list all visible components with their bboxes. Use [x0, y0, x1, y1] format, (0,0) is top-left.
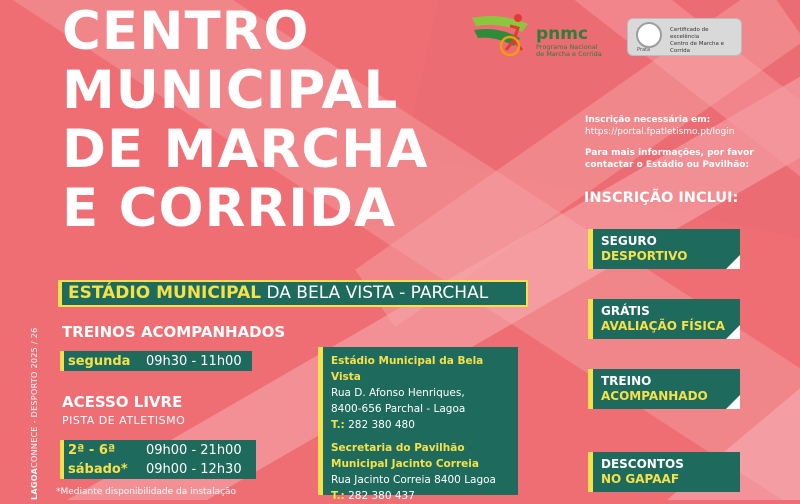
phone-label: T.:: [331, 419, 345, 431]
certification-badge: [627, 18, 742, 56]
contact-name: Secretaria do Pavilhão: [331, 442, 465, 454]
registration-link[interactable]: https://portal.fpatletismo.pt/login: [585, 127, 735, 137]
include-item-title: GRÁTIS: [601, 304, 650, 318]
include-item-detail: ACOMPANHADO: [601, 389, 708, 403]
side-credit-rest: CONNECE - DESPORTO 2025 / 26: [30, 327, 39, 468]
schedule-row: [60, 351, 252, 371]
badge-line: Centro de Marcha e Corrida: [670, 41, 725, 54]
contact-address: Rua Jacinto Correia 8400 Lagoa: [331, 474, 496, 486]
side-credit-bold: LAGOA: [30, 467, 39, 500]
venue-banner: [58, 280, 528, 307]
poster-title: [62, 2, 429, 238]
include-item: [588, 229, 740, 269]
include-item: [588, 299, 740, 339]
pnmc-logo: [470, 10, 620, 62]
seal-icon: [636, 22, 662, 48]
venue-name-bold: ESTÁDIO MUNICIPAL: [68, 283, 262, 303]
pnmc-title: pnmc: [536, 24, 589, 44]
contact-phone: [331, 417, 510, 433]
contact-phone: [331, 488, 510, 504]
more-info-line: Para mais informações, por favor: [585, 148, 754, 158]
corner-decoration: [726, 255, 740, 269]
footnote: *Mediante disponibilidade da instalação: [56, 487, 237, 497]
contact-name: Municipal Jacinto Correia: [331, 458, 479, 470]
pnmc-subtitle: [536, 44, 602, 58]
include-item-detail: NO GAPAAF: [601, 472, 680, 486]
more-info-line: contactar o Estádio ou Pavilhão:: [585, 160, 750, 170]
pnmc-line: de Marcha e Corrida: [536, 50, 602, 58]
phone-number: 282 380 480: [344, 419, 415, 431]
title-line: E CORRIDA: [62, 178, 396, 239]
schedule-day: 2ª - 6ª: [68, 442, 116, 458]
phone-number: 282 380 437: [344, 490, 415, 502]
acesso-subtitle: PISTA DE ATLETISMO: [62, 414, 186, 427]
title-line: CENTRO: [62, 1, 310, 62]
registration-info: [585, 114, 785, 171]
schedule-time: 09h00 - 21h00: [146, 442, 242, 458]
badge-text: [670, 27, 738, 55]
badge-line: Certificado de excelência: [670, 27, 709, 40]
registration-label: Inscrição necessária em:: [585, 115, 711, 125]
badge-level: Prata: [637, 47, 651, 53]
include-item-detail: AVALIAÇÃO FÍSICA: [601, 319, 725, 333]
phone-label: T.:: [331, 490, 345, 502]
side-credit: [30, 328, 39, 501]
include-item-title: TREINO: [601, 374, 652, 388]
treinos-heading: TREINOS ACOMPANHADOS: [62, 323, 286, 341]
schedule-day: sábado*: [68, 461, 128, 477]
include-item-title: DESCONTOS: [601, 457, 684, 471]
include-item: [588, 452, 740, 492]
schedule-time: 09h00 - 12h30: [146, 461, 242, 477]
runner-logo-icon: [470, 10, 536, 62]
more-info: [585, 147, 785, 171]
contacts-panel: [318, 347, 518, 502]
schedule-day: segunda: [68, 353, 131, 369]
include-item-title: SEGURO: [601, 234, 657, 248]
contact-name: Estádio Municipal da Bela Vista: [331, 355, 484, 383]
corner-decoration: [726, 395, 740, 409]
includes-heading: INSCRIÇÃO INCLUI:: [584, 190, 739, 206]
venue-name-rest: DA BELA VISTA - PARCHAL: [261, 283, 489, 303]
include-item-detail: DESPORTIVO: [601, 249, 688, 263]
pnmc-line: Programa Nacional: [536, 43, 598, 51]
corner-decoration: [726, 325, 740, 339]
contact-address: 8400-656 Parchal - Lagoa: [331, 403, 466, 415]
contact-address: Rua D. Afonso Henriques,: [331, 387, 465, 399]
schedule-time: 09h30 - 11h00: [146, 353, 242, 369]
include-item: [588, 369, 740, 409]
schedule-row: [60, 459, 256, 479]
acesso-heading: ACESSO LIVRE: [62, 393, 183, 411]
title-line: MUNICIPAL: [62, 60, 399, 121]
schedule-row: [60, 440, 256, 460]
title-line: DE MARCHA: [62, 119, 429, 180]
